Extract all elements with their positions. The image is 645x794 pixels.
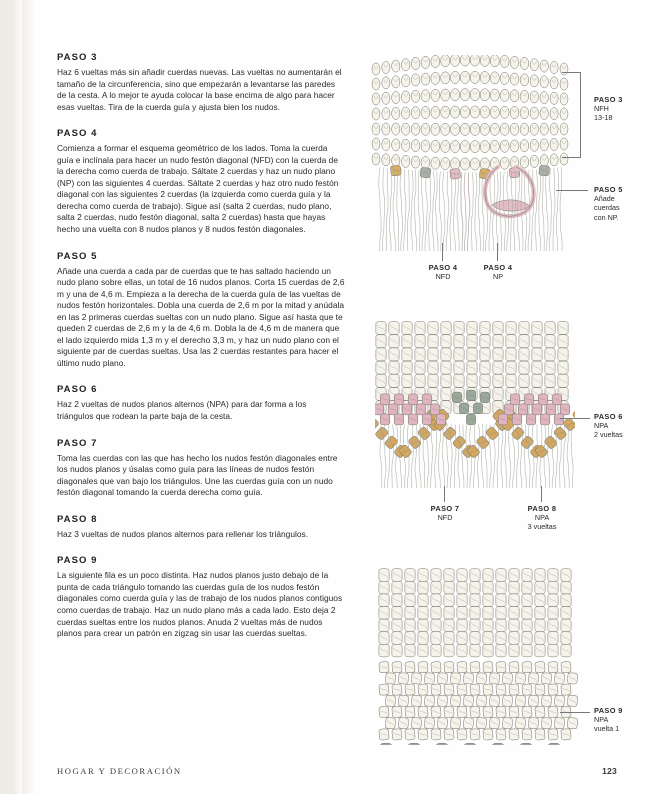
step-body: Haz 6 vueltas más sin añadir cuerdas nuevas. Las vueltas no aumentarán el tamaño de la circunferencia, sino que empezarán a levantarse las paredes de la cesta. A lo mejor te ayuda colocar la base encima de algo para hacer esas vueltas. Tira de la cuerda guía y ajusta bien los nudos. xyxy=(57,67,342,112)
leader-line-paso-6 xyxy=(560,418,590,419)
callout-paso-7 xyxy=(416,504,474,522)
callout-title: PASO 4 xyxy=(428,263,458,272)
step-paso-4 xyxy=(57,128,345,235)
step-title: PASO 5 xyxy=(57,250,98,262)
step-body: Comienza a formar el esquema geométrico de los lados. Toma la cuerda guía e inclínala para hacer un nudo festón diagonal (NFD) con la cuerda de la derecha como cuerda de trabajo. Sáltate 2 cuerdas y haz un nudo plano (NP) con las siguientes 4 cuerdas. Sáltate 2 cuerdas y haz otro nudo festón diagonal con las siguientes 2 cuerdas (la izquierda como cuerda guía y la derecha como cuerda de trabajo). Sigue así (salta 2 cuerdas, nudo plano, salta 2 cuerdas, nudo festón diagonal, salta 2 cuerdas) hasta que hayas hecho una vuelta con 8 nudos planos y 8 nudos festón diagonales. xyxy=(57,143,339,235)
callout-line: 2 vueltas xyxy=(594,430,623,440)
callout-line: NPA xyxy=(594,421,609,431)
instructions-column xyxy=(57,52,345,640)
illustration-zigzag-fill-pattern xyxy=(378,565,578,745)
callout-line: NFD xyxy=(435,272,451,282)
callout-paso-5 xyxy=(594,185,644,222)
callout-title: PASO 4 xyxy=(483,263,513,272)
step-title: PASO 3 xyxy=(57,52,98,63)
leader-line-paso-4-np xyxy=(497,243,498,261)
step-body: La siguiente fila es un poco distinta. Haz nudos planos justo debajo de la punta de cada triángulo tomando las cuerdas guía de los nudos festón diagonales como cuerda guía y las de trabajo de los nudos planos contiguos como cuerdas de trabajo. Haz un nudo plano más a cada lado. Esto deja 2 cuerdas sueltas entre los nudos planos. Anuda 2 vueltas más de nudos planos para crear un patrón en zigzag sin usar las cuerdas sueltas. xyxy=(57,570,343,639)
callout-line: 13-18 xyxy=(594,113,613,123)
callout-line: NP xyxy=(493,272,503,282)
page-footer xyxy=(57,766,617,776)
callout-line: NFH xyxy=(594,104,609,114)
callout-line: NPA xyxy=(534,513,550,523)
illustration-basket-top-rows xyxy=(370,55,570,255)
footer-section-title: HOGAR Y DECORACIÓN xyxy=(57,766,182,776)
callout-line: NFD xyxy=(437,513,453,523)
page-gutter-strip xyxy=(0,0,22,794)
page-gutter-shadow xyxy=(22,0,36,794)
step-title: PASO 9 xyxy=(57,555,98,567)
step-body: Añade una cuerda a cada par de cuerdas que te has saltado haciendo un nudo plano sobre ellas, un total de 16 nudos planos. Corta 15 cuerdas de 2,6 m y una de 4,6 m. Empieza a la derecha de la cuerda guía de las vueltas de nudos festón horizontales. Dobla una cuerda de 2,6 m por la mitad y anúdala en las 2 primeras cuerdas sueltas con un nudo plano. Sigue así hasta que te queden 2 cuerdas de 2,6 m y la de 4,6 m. Dobla la de 4,6 m de manera que el lado izquierdo mida 1,3 m y el derecho 3,3 m, y haz un nudo plano con el siguiente par de cuerdas sueltas. Usa las 2 cuerdas restantes para hacer el último nudo plano. xyxy=(57,265,345,368)
callout-title: PASO 6 xyxy=(594,412,623,421)
step-title: PASO 4 xyxy=(57,128,98,140)
callout-paso-9 xyxy=(594,706,644,734)
step-title: PASO 8 xyxy=(57,513,98,525)
callout-title: PASO 8 xyxy=(527,504,557,513)
step-title: PASO 7 xyxy=(57,437,98,449)
step-body: Haz 2 vueltas de nudos planos alternos (NPA) para dar forma a los triángulos que rodean la parte baja de la cesta. xyxy=(57,399,307,422)
step-body: Haz 3 vueltas de nudos planos alternos para rellenar los triángulos. xyxy=(57,528,309,539)
leader-line-paso-5 xyxy=(556,190,588,191)
leader-line-paso-8 xyxy=(541,486,542,502)
leader-line-paso-4-nfd xyxy=(442,243,443,261)
callout-paso-6 xyxy=(594,412,644,440)
callout-paso-3 xyxy=(594,95,642,123)
callout-line: con NP. xyxy=(594,212,619,222)
callout-title: PASO 5 xyxy=(594,185,623,194)
callout-paso-8 xyxy=(513,504,571,532)
callout-bracket-paso-3 xyxy=(562,72,581,158)
callout-paso-4-np xyxy=(469,263,527,281)
callout-title: PASO 9 xyxy=(594,706,623,715)
callout-line: Añade xyxy=(594,194,615,204)
step-paso-7 xyxy=(57,438,345,499)
illustration-diagonal-chevron-pattern xyxy=(375,318,575,488)
callout-title: PASO 7 xyxy=(430,504,460,513)
callout-title: PASO 3 xyxy=(594,95,623,104)
step-paso-5 xyxy=(57,251,345,370)
step-paso-6 xyxy=(57,384,345,422)
step-body: Toma las cuerdas con las que has hecho los nudos festón diagonales entre los nudos planos y úsalas como guía para las líneas de nudos festón diagonales que van bajo los triángulos. Une las cuerdas guía con un nudo festón diagonal tomando la cuerda derecha como guía. xyxy=(57,452,338,498)
callout-line: 3 vueltas xyxy=(527,522,557,532)
callout-paso-4-nfd xyxy=(414,263,472,281)
leader-line-paso-7 xyxy=(444,486,445,502)
step-title: PASO 6 xyxy=(57,384,98,396)
leader-line-paso-9 xyxy=(560,712,590,713)
callout-line: vuelta 1 xyxy=(594,724,620,734)
footer-page-number: 123 xyxy=(602,766,617,776)
step-paso-9 xyxy=(57,555,345,639)
callout-line: NPA xyxy=(594,715,609,725)
step-paso-8 xyxy=(57,514,345,541)
step-paso-3 xyxy=(57,52,345,113)
callout-line: cuerdas xyxy=(594,203,620,213)
